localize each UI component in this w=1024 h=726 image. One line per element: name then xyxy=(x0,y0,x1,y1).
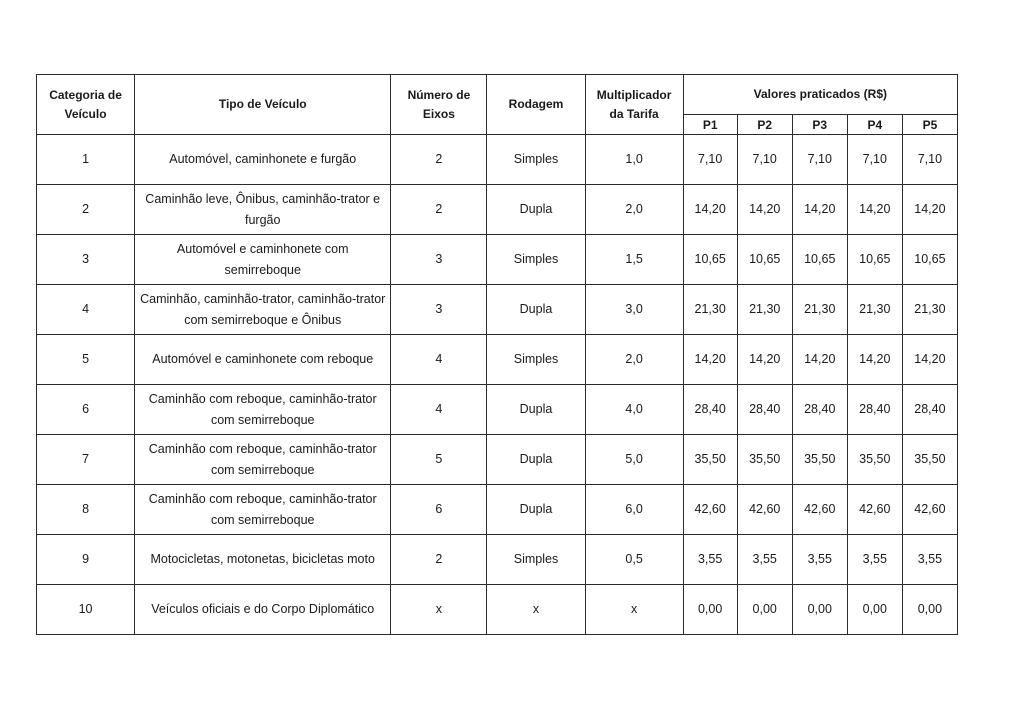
cell-p4: 7,10 xyxy=(847,135,902,185)
cell-p2: 7,10 xyxy=(737,135,792,185)
header-p3: P3 xyxy=(792,115,847,135)
cell-p3: 42,60 xyxy=(792,485,847,535)
cell-p3: 21,30 xyxy=(792,285,847,335)
cell-rodagem: x xyxy=(487,585,585,635)
cell-p5: 0,00 xyxy=(902,585,957,635)
cell-p5: 14,20 xyxy=(902,335,957,385)
cell-p3: 10,65 xyxy=(792,235,847,285)
cell-p5: 3,55 xyxy=(902,535,957,585)
cell-categoria: 3 xyxy=(37,235,135,285)
cell-p3: 35,50 xyxy=(792,435,847,485)
cell-multiplicador: 1,5 xyxy=(585,235,683,285)
cell-multiplicador: 5,0 xyxy=(585,435,683,485)
cell-rodagem: Dupla xyxy=(487,185,585,235)
table-row xyxy=(37,335,958,385)
cell-eixos: 2 xyxy=(391,135,487,185)
table-row xyxy=(37,435,958,485)
cell-tipo: Automóvel e caminhonete com semirreboque xyxy=(135,235,391,285)
cell-multiplicador: 2,0 xyxy=(585,335,683,385)
cell-p4: 3,55 xyxy=(847,535,902,585)
cell-p1: 14,20 xyxy=(683,335,737,385)
cell-tipo: Caminhão com reboque, caminhão-trator com semirreboque xyxy=(135,435,391,485)
table-row xyxy=(37,235,958,285)
cell-p5: 35,50 xyxy=(902,435,957,485)
header-tipo: Tipo de Veículo xyxy=(135,75,391,135)
cell-p4: 28,40 xyxy=(847,385,902,435)
header-multiplicador: Multiplicador da Tarifa xyxy=(585,75,683,135)
cell-p2: 3,55 xyxy=(737,535,792,585)
cell-p1: 0,00 xyxy=(683,585,737,635)
cell-eixos: 6 xyxy=(391,485,487,535)
cell-eixos: 3 xyxy=(391,285,487,335)
cell-categoria: 7 xyxy=(37,435,135,485)
cell-p4: 42,60 xyxy=(847,485,902,535)
cell-p2: 28,40 xyxy=(737,385,792,435)
cell-categoria: 10 xyxy=(37,585,135,635)
cell-p1: 7,10 xyxy=(683,135,737,185)
cell-tipo: Motocicletas, motonetas, bicicletas moto xyxy=(135,535,391,585)
cell-categoria: 4 xyxy=(37,285,135,335)
cell-eixos: 3 xyxy=(391,235,487,285)
cell-p1: 28,40 xyxy=(683,385,737,435)
cell-p5: 10,65 xyxy=(902,235,957,285)
cell-p4: 14,20 xyxy=(847,185,902,235)
cell-multiplicador: 1,0 xyxy=(585,135,683,185)
cell-rodagem: Simples xyxy=(487,235,585,285)
cell-p3: 3,55 xyxy=(792,535,847,585)
cell-multiplicador: 3,0 xyxy=(585,285,683,335)
header-rodagem: Rodagem xyxy=(487,75,585,135)
header-p2: P2 xyxy=(737,115,792,135)
cell-p4: 35,50 xyxy=(847,435,902,485)
cell-tipo: Veículos oficiais e do Corpo Diplomático xyxy=(135,585,391,635)
cell-tipo: Caminhão leve, Ônibus, caminhão-trator e furgão xyxy=(135,185,391,235)
cell-rodagem: Simples xyxy=(487,135,585,185)
cell-p1: 35,50 xyxy=(683,435,737,485)
cell-p5: 14,20 xyxy=(902,185,957,235)
cell-p3: 28,40 xyxy=(792,385,847,435)
cell-rodagem: Simples xyxy=(487,335,585,385)
cell-categoria: 9 xyxy=(37,535,135,585)
cell-categoria: 2 xyxy=(37,185,135,235)
header-p1: P1 xyxy=(683,115,737,135)
cell-categoria: 5 xyxy=(37,335,135,385)
cell-tipo: Caminhão, caminhão-trator, caminhão-trator com semirreboque e Ônibus xyxy=(135,285,391,335)
table-row xyxy=(37,485,958,535)
table-row xyxy=(37,185,958,235)
cell-eixos: x xyxy=(391,585,487,635)
cell-p5: 21,30 xyxy=(902,285,957,335)
cell-p5: 28,40 xyxy=(902,385,957,435)
cell-p2: 0,00 xyxy=(737,585,792,635)
cell-multiplicador: 2,0 xyxy=(585,185,683,235)
cell-p3: 14,20 xyxy=(792,335,847,385)
cell-multiplicador: x xyxy=(585,585,683,635)
table-header xyxy=(37,75,958,135)
cell-categoria: 8 xyxy=(37,485,135,535)
cell-p1: 3,55 xyxy=(683,535,737,585)
cell-eixos: 4 xyxy=(391,385,487,435)
cell-rodagem: Dupla xyxy=(487,435,585,485)
header-valores: Valores praticados (R$) xyxy=(683,75,957,115)
table-row xyxy=(37,535,958,585)
cell-p4: 21,30 xyxy=(847,285,902,335)
cell-p2: 35,50 xyxy=(737,435,792,485)
cell-eixos: 4 xyxy=(391,335,487,385)
cell-rodagem: Dupla xyxy=(487,485,585,535)
cell-p1: 42,60 xyxy=(683,485,737,535)
cell-p4: 0,00 xyxy=(847,585,902,635)
cell-p2: 14,20 xyxy=(737,335,792,385)
cell-multiplicador: 4,0 xyxy=(585,385,683,435)
tariff-document xyxy=(36,74,958,635)
cell-tipo: Automóvel e caminhonete com reboque xyxy=(135,335,391,385)
cell-rodagem: Dupla xyxy=(487,285,585,335)
cell-p5: 7,10 xyxy=(902,135,957,185)
cell-eixos: 2 xyxy=(391,535,487,585)
cell-categoria: 1 xyxy=(37,135,135,185)
cell-rodagem: Simples xyxy=(487,535,585,585)
cell-tipo: Caminhão com reboque, caminhão-trator com semirreboque xyxy=(135,485,391,535)
cell-p3: 7,10 xyxy=(792,135,847,185)
header-p4: P4 xyxy=(847,115,902,135)
cell-categoria: 6 xyxy=(37,385,135,435)
header-p5: P5 xyxy=(902,115,957,135)
cell-multiplicador: 6,0 xyxy=(585,485,683,535)
table-body xyxy=(37,135,958,635)
table-row xyxy=(37,385,958,435)
cell-multiplicador: 0,5 xyxy=(585,535,683,585)
cell-p5: 42,60 xyxy=(902,485,957,535)
cell-eixos: 2 xyxy=(391,185,487,235)
cell-eixos: 5 xyxy=(391,435,487,485)
cell-p2: 14,20 xyxy=(737,185,792,235)
header-row xyxy=(37,75,958,115)
cell-tipo: Automóvel, caminhonete e furgão xyxy=(135,135,391,185)
table-row xyxy=(37,285,958,335)
cell-p3: 14,20 xyxy=(792,185,847,235)
cell-rodagem: Dupla xyxy=(487,385,585,435)
cell-p3: 0,00 xyxy=(792,585,847,635)
cell-p2: 10,65 xyxy=(737,235,792,285)
cell-p4: 10,65 xyxy=(847,235,902,285)
cell-p1: 21,30 xyxy=(683,285,737,335)
table-row xyxy=(37,585,958,635)
tariff-table xyxy=(36,74,958,635)
header-categoria: Categoria de Veículo xyxy=(37,75,135,135)
cell-tipo: Caminhão com reboque, caminhão-trator com semirreboque xyxy=(135,385,391,435)
cell-p1: 14,20 xyxy=(683,185,737,235)
cell-p2: 42,60 xyxy=(737,485,792,535)
table-row xyxy=(37,135,958,185)
cell-p1: 10,65 xyxy=(683,235,737,285)
cell-p4: 14,20 xyxy=(847,335,902,385)
cell-p2: 21,30 xyxy=(737,285,792,335)
header-eixos: Número de Eixos xyxy=(391,75,487,135)
